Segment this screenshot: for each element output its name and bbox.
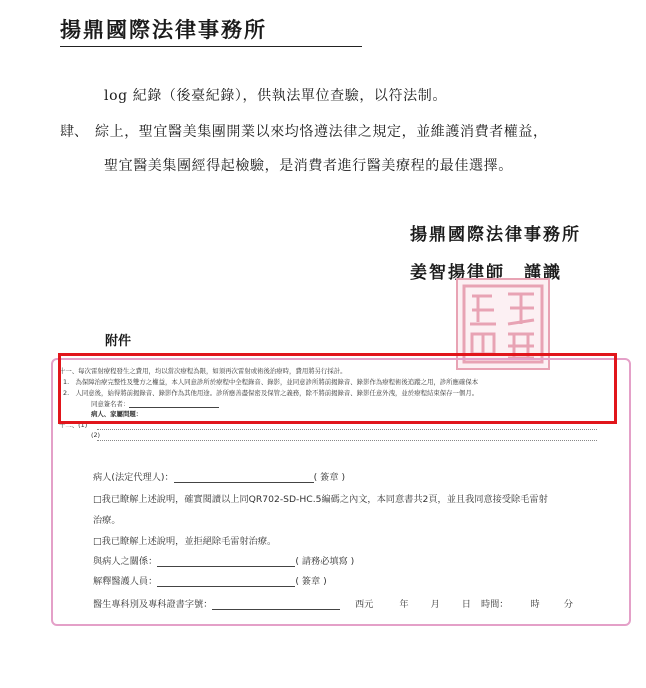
date-hour: 時 [530, 599, 540, 610]
relation-row [93, 553, 354, 567]
consent-refuse: □我已瞭解上述說明，並拒絕除毛雷射治療。 [93, 536, 277, 547]
patient-signature-row [93, 469, 345, 483]
patient-blank [174, 482, 314, 483]
body-line-1: log 紀錄（後臺紀錄），供執法單位查驗，以符法制。 [104, 88, 447, 104]
highlight-box [58, 353, 617, 424]
relation-label: 與病人之關係： [93, 556, 158, 567]
doctor-row [93, 596, 340, 610]
body-line-2: 綜上，聖宜醫美集團開業以來均恪遵法律之規定，並維護消費者權益， [95, 124, 548, 140]
firm-title: 揚鼎國際法律事務所 [60, 17, 267, 42]
form-item-11-2: (2) [91, 431, 101, 439]
form-patient-question: 病人、家屬問題： [91, 410, 143, 418]
relation-blank [157, 566, 295, 567]
doctor-label: 醫生專科別及專科證書字號： [93, 599, 213, 610]
section-marker: 肆、 [60, 124, 88, 140]
staff-row [93, 573, 327, 587]
attachment-label: 附件 [105, 334, 132, 349]
form-item-10-2: 2. 人同意後，始得將前揭錄音、錄影作為其他用途。診所應善盡保密及保管之義務，除不將前揭錄音、錄影任意外洩，並於療程結束保存一個月。 [63, 389, 479, 397]
signature-firm: 揚鼎國際法律事務所 [410, 225, 581, 245]
form-sign-text: 同意簽名者： [91, 400, 130, 408]
date-era: 西元 [355, 599, 374, 610]
doctor-blank [212, 609, 340, 610]
staff-label: 解釋醫護人員： [93, 576, 158, 587]
signature-lawyer: 姜智揚律師 謹識 [410, 263, 562, 283]
form-item-11: 十二、(1) [59, 421, 88, 429]
date-minute: 分 [563, 599, 573, 610]
consent-accept-cont: 治療。 [93, 515, 121, 526]
date-time: 時間： [480, 599, 509, 610]
form-item-11-2-line [97, 440, 597, 441]
date-day: 日 [461, 599, 471, 610]
form-item-11-line [97, 429, 597, 430]
date-month: 月 [430, 599, 440, 610]
consent-accept: □我已瞭解上述說明，確實閱讀以上同QR702-SD-HC.5編碼之內文，本同意書共2頁，並且我同意接受除毛雷射 [93, 494, 548, 505]
patient-seal-note: ( 簽章 ) [313, 472, 346, 483]
patient-label: 病人(法定代理人)： [93, 472, 174, 483]
date-year: 年 [399, 599, 409, 610]
form-item-10: 十一、每次雷射療程發生之費用，均以當次療程為限，如須再次雷射或術後治療時，費用將另行採計。 [59, 367, 347, 375]
date-row [355, 596, 573, 610]
relation-note: ( 請務必填寫 ) [295, 556, 355, 567]
title-rule [60, 46, 362, 47]
staff-blank [157, 586, 295, 587]
form-item-10-1: 1. 為保障治療完整性及雙方之權益，本人同意診所於療程中全程錄音、錄影，並同意診所將前揭錄音、錄影作為療程術後追蹤之用，診所應確保本 [63, 378, 479, 386]
body-line-3: 聖宜醫美集團經得起檢驗，是消費者進行醫美療程的最佳選擇。 [104, 158, 513, 174]
staff-seal-note: ( 簽章 ) [295, 576, 327, 587]
